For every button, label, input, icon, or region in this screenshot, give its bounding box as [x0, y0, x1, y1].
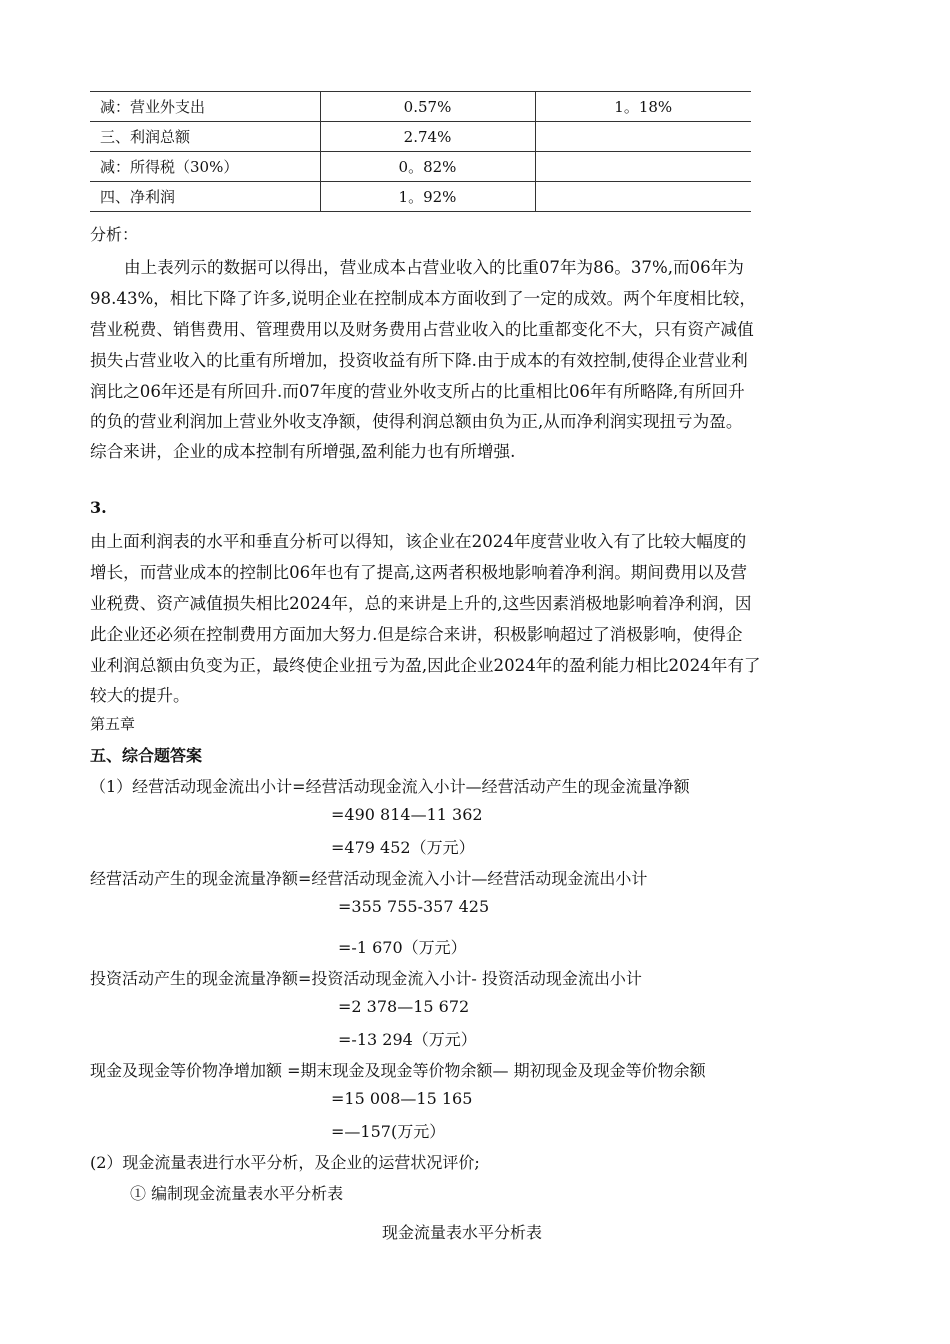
calc-line: 现金及现金等价物净增加额 =期末现金及现金等价物余额— 期初现金及现金等价物余额 — [90, 1061, 706, 1080]
answers-title: 五、综合题答案 — [90, 746, 203, 765]
row-value: 0。82% — [320, 152, 535, 182]
table-row — [90, 182, 751, 212]
calc-line: =15 008—15 165 — [331, 1089, 473, 1108]
ratio-table — [90, 91, 751, 212]
table-row — [90, 92, 751, 122]
chapter-label: 第五章 — [90, 715, 136, 733]
calc-line: （1）经营活动现金流出小计=经营活动现金流入小计—经营活动产生的现金流量净额 — [90, 777, 690, 796]
row-value: 1。92% — [320, 182, 535, 212]
row-label: 减：所得税（30%） — [90, 152, 320, 182]
calc-line: =2 378—15 672 — [338, 997, 470, 1016]
part2-step: ① 编制现金流量表水平分析表 — [130, 1184, 344, 1203]
calc-line: =479 452（万元） — [331, 838, 475, 857]
part2-intro: (2）现金流量表进行水平分析，及企业的运营状况评价; — [90, 1153, 480, 1172]
row-label: 三、利润总额 — [90, 122, 320, 152]
analysis-line: 润比之06年还是有所回升.而07年度的营业外收支所占的比重相比06年有所略降,有所回升 — [90, 382, 745, 401]
analysis-heading: 分析： — [90, 225, 139, 244]
analysis-line: 损失占营业收入的比重有所增加，投资收益有所下降.由于成本的有效控制,使得企业营业利 — [90, 351, 748, 370]
row-value: 2.74% — [320, 122, 535, 152]
calc-line: =-13 294（万元） — [338, 1030, 477, 1049]
calc-line: =—157(万元） — [331, 1122, 446, 1141]
section-number: 3. — [90, 498, 107, 517]
calc-line: 投资活动产生的现金流量净额=投资活动现金流入小计- 投资活动现金流出小计 — [90, 969, 642, 988]
row-label: 四、净利润 — [90, 182, 320, 212]
section3-line: 此企业还必须在控制费用方面加大努力.但是综合来讲，积极影响超过了消极影响，使得企 — [90, 625, 743, 644]
row-value — [535, 122, 751, 152]
analysis-line: 由上表列示的数据可以得出，营业成本占营业收入的比重07年为86。37%,而06年为 — [124, 258, 744, 277]
calc-line: 经营活动产生的现金流量净额=经营活动现金流入小计—经营活动现金流出小计 — [90, 869, 648, 888]
analysis-line: 营业税费、销售费用、管理费用以及财务费用占营业收入的比重都变化不大，只有资产减值 — [90, 320, 754, 339]
section3-line: 较大的提升。 — [90, 686, 190, 705]
analysis-line: 的负的营业利润加上营业外收支净额，使得利润总额由负为正,从而净利润实现扭亏为盈。 — [90, 412, 743, 431]
section3-line: 业利润总额由负变为正，最终使企业扭亏为盈,因此企业2024年的盈利能力相比2024年有了 — [90, 656, 761, 675]
row-label: 减：营业外支出 — [90, 92, 320, 122]
section3-line: 由上面利润表的水平和垂直分析可以得知，该企业在2024年度营业收入有了比较大幅度的 — [90, 532, 747, 551]
section3-line: 增长，而营业成本的控制比06年也有了提高,这两者积极地影响着净利润。期间费用以及营 — [90, 563, 747, 582]
section3-line: 业税费、资产减值损失相比2024年，总的来讲是上升的,这些因素消极地影响着净利润，因 — [90, 594, 752, 613]
row-value: 0.57% — [320, 92, 535, 122]
table-row — [90, 122, 751, 152]
calc-line: =355 755-357 425 — [338, 897, 490, 916]
table-title: 现金流量表水平分析表 — [382, 1223, 543, 1242]
row-value: 1。18% — [535, 92, 751, 122]
calc-line: =490 814—11 362 — [331, 805, 483, 824]
calc-line: =-1 670（万元） — [338, 938, 467, 957]
row-value — [535, 182, 751, 212]
row-value — [535, 152, 751, 182]
analysis-line: 综合来讲，企业的成本控制有所增强,盈利能力也有所增强. — [90, 442, 516, 461]
table-row — [90, 152, 751, 182]
analysis-line: 98.43%，相比下降了许多,说明企业在控制成本方面收到了一定的成效。两个年度相比较， — [90, 289, 756, 308]
